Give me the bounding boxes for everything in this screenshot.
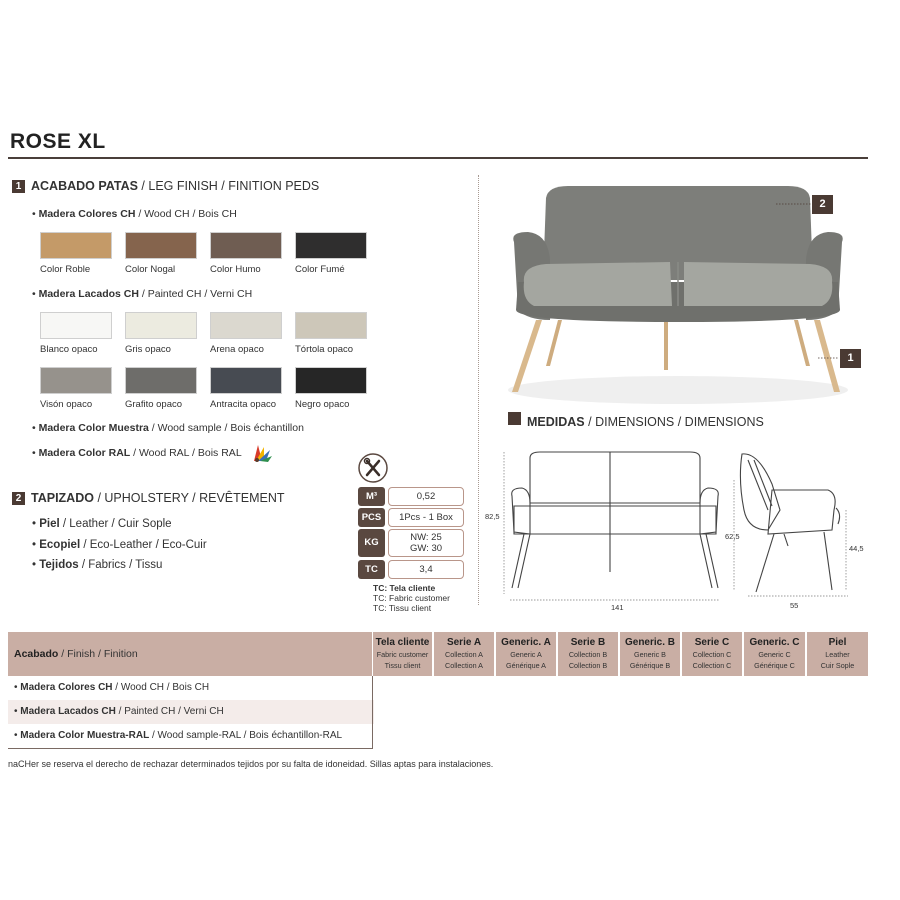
painted-ch-label: • Madera Lacados CH / Painted CH / Verni CH <box>32 288 253 300</box>
upholstery-item-bold: Tejidos <box>39 559 79 571</box>
swatch-color-humo <box>210 232 282 259</box>
upholstery-item-fabrics: • Tejidos / Fabrics / Tissu <box>32 559 163 571</box>
finish-col-sub: Collection A <box>445 650 483 659</box>
wood-ral-label-rest: / Wood RAL / Bois RAL <box>130 447 242 459</box>
finish-col-serie-c <box>681 632 742 676</box>
finish-col-title: Generic. C <box>749 637 800 648</box>
photo-callout-badge: 2 <box>812 195 833 214</box>
painted-ch-label-bold: Madera Lacados CH <box>38 288 139 300</box>
finish-col-title: Serie C <box>694 637 730 648</box>
wood-ch-label-bold: Madera Colores CH <box>38 208 136 220</box>
section-number-2: 2 <box>12 492 25 505</box>
spec-value <box>388 529 464 557</box>
sofa-photo <box>488 170 868 410</box>
spec-key: TC <box>358 560 385 579</box>
finish-col-sub: Collection A <box>445 661 483 670</box>
finish-col-title: Serie B <box>570 637 606 648</box>
finish-row-bold: Madera Color Muestra-RAL <box>20 730 150 741</box>
ral-fan-icon <box>250 441 274 465</box>
swatch-negro-opaco <box>295 367 367 394</box>
finish-col-generic-c <box>743 632 805 676</box>
finish-row: • Madera Colores CH / Wood CH / Bois CH <box>14 682 210 693</box>
swatch-label: Color Nogal <box>125 264 176 275</box>
tc-note-line: TC: Fabric customer <box>373 593 450 603</box>
tc-note-line: TC: Tela cliente <box>373 583 436 593</box>
swatch-tortola-opaco <box>295 312 367 339</box>
finish-row: • Madera Color Muestra-RAL / Wood sample-RAL / Bois échantillon-RAL <box>14 730 343 741</box>
finish-row-bold: Madera Lacados CH <box>20 706 116 717</box>
finish-row-rest: / Wood CH / Bois CH <box>112 682 210 693</box>
swatch-label: Negro opaco <box>295 399 350 410</box>
front-view-drawing <box>500 448 730 608</box>
leg-finish-heading-bold: ACABADO PATAS <box>31 179 138 193</box>
swatch-label: Grafito opaco <box>125 399 183 410</box>
finish-table-bottom-rule <box>8 748 373 749</box>
finish-col-sub: Collection C <box>692 650 732 659</box>
swatch-label: Arena opaco <box>210 344 264 355</box>
finish-col-title: Tela cliente <box>375 637 430 648</box>
dimensions-heading-rest: / DIMENSIONS / DIMENSIONS <box>584 415 764 429</box>
swatch-grafito-opaco <box>125 367 197 394</box>
finish-col-title: Serie A <box>446 637 482 648</box>
tc-note-line: TC: Tissu client <box>373 603 432 613</box>
column-separator <box>478 175 479 605</box>
wood-ral-label: • Madera Color RAL / Wood RAL / Bois RAL <box>32 447 242 459</box>
front-height-label: 82,5 <box>485 512 500 521</box>
swatch-label: Blanco opaco <box>40 344 98 355</box>
finish-row: • Madera Lacados CH / Painted CH / Verni CH <box>8 700 374 724</box>
wood-sample-label-bold: Madera Color Muestra <box>38 422 149 434</box>
finish-col-sub: Leather <box>825 650 850 659</box>
swatch-label: Gris opaco <box>125 344 171 355</box>
upholstery-item-rest: / Fabrics / Tissu <box>78 559 163 571</box>
swatch-blanco-opaco <box>40 312 112 339</box>
finish-row-bold: Madera Colores CH <box>20 682 113 693</box>
finish-col-sub: Collection B <box>568 661 608 670</box>
finish-table-divider <box>372 676 373 748</box>
finish-col-sub: Generic C <box>758 650 791 659</box>
upholstery-item-rest: / Eco-Leather / Eco-Cuir <box>80 539 207 551</box>
finish-col-sub: Generic B <box>634 650 666 659</box>
finish-row-rest: / Painted CH / Verni CH <box>115 706 224 717</box>
swatch-color-nogal <box>125 232 197 259</box>
footnote: naCHer se reserva el derecho de rechazar determinados tejidos por su falta de idoneidad. Sillas aptas para instalaciones. <box>8 759 494 769</box>
spec-weight-gross: GW: 30 <box>409 543 443 554</box>
upholstery-item-bold: Ecopiel <box>39 539 81 551</box>
upholstery-heading-rest: / UPHOLSTERY / REVÊTEMENT <box>93 491 285 505</box>
spec-value: 0,52 <box>388 487 464 506</box>
finish-header-label <box>8 632 372 676</box>
finish-col-serie-b <box>557 632 618 676</box>
finish-col-title: Piel <box>828 637 847 648</box>
finish-col-tela-cliente <box>372 632 432 676</box>
swatch-arena-opaco <box>210 312 282 339</box>
swatch-color-roble <box>40 232 112 259</box>
photo-callout-badge: 1 <box>840 349 861 368</box>
dimensions-heading <box>508 412 764 429</box>
side-view-drawing <box>728 450 858 600</box>
finish-col-sub: Tissu client <box>384 661 421 670</box>
finish-col-title: Generic. B <box>624 637 676 648</box>
tc-note <box>373 583 450 613</box>
finish-table-header <box>8 632 868 676</box>
finish-col-sub: Générique B <box>629 661 671 670</box>
swatch-label: Antracita opaco <box>210 399 277 410</box>
finish-header-bold: Acabado <box>14 648 59 660</box>
upholstery-item-leather: • Piel / Leather / Cuir Sople <box>32 518 172 530</box>
finish-col-title: Generic. A <box>501 637 551 648</box>
tools-icon <box>358 453 388 483</box>
spec-value: 1Pcs - 1 Box <box>388 508 464 527</box>
wood-ral-label-bold: Madera Color RAL <box>38 447 131 459</box>
swatch-label: Tórtola opaco <box>295 344 354 355</box>
wood-sample-label: • Madera Color Muestra / Wood sample / Bois échantillon <box>32 422 304 434</box>
upholstery-heading <box>12 491 285 505</box>
finish-col-generic-a <box>495 632 556 676</box>
painted-ch-label-rest: / Painted CH / Verni CH <box>138 288 253 300</box>
dimensions-heading-bold: MEDIDAS <box>527 415 585 429</box>
finish-col-sub: Générique A <box>506 661 546 670</box>
finish-header-rest: / Finish / Finition <box>58 648 138 660</box>
finish-col-serie-a <box>433 632 494 676</box>
swatch-label: Color Humo <box>210 264 261 275</box>
spec-value: 3,4 <box>388 560 464 579</box>
upholstery-item-rest: / Leather / Cuir Sople <box>59 518 172 530</box>
swatch-vison-opaco <box>40 367 112 394</box>
upholstery-item-ecoleather: • Ecopiel / Eco-Leather / Eco-Cuir <box>32 539 207 551</box>
finish-col-sub: Générique C <box>754 661 795 670</box>
swatch-color-fume <box>295 232 367 259</box>
spec-key: PCS <box>358 508 385 527</box>
title-divider <box>8 157 868 159</box>
finish-col-sub: Generic A <box>510 650 542 659</box>
swatch-label: Visón opaco <box>40 399 93 410</box>
finish-col-sub: Fabric customer <box>376 650 429 659</box>
dimensions-heading-marker <box>508 412 521 425</box>
front-width-label: 141 <box>611 603 624 612</box>
finish-col-generic-b <box>619 632 680 676</box>
swatch-label: Color Fumé <box>295 264 345 275</box>
side-depth-label: 55 <box>790 601 799 610</box>
upholstery-heading-bold: TAPIZADO <box>31 491 94 505</box>
product-title: ROSE XL <box>10 130 106 153</box>
finish-row-rest: / Wood sample-RAL / Bois échantillon-RAL <box>149 730 343 741</box>
finish-col-sub: Cuir Sople <box>820 661 855 670</box>
spec-key: KG <box>358 529 385 557</box>
finish-col-piel <box>806 632 868 676</box>
finish-col-sub: Collection B <box>568 650 608 659</box>
section-number-1: 1 <box>12 180 25 193</box>
spec-weight-net: NW: 25 <box>410 532 442 543</box>
side-height-label: 62,5 <box>725 532 740 541</box>
upholstery-item-bold: Piel <box>39 518 60 530</box>
swatch-label: Color Roble <box>40 264 91 275</box>
spec-key: M³ <box>358 487 385 506</box>
seat-height-label: 44,5 <box>849 544 864 553</box>
leg-finish-heading-rest: / LEG FINISH / FINITION PEDS <box>137 179 320 193</box>
swatch-gris-opaco <box>125 312 197 339</box>
swatch-antracita-opaco <box>210 367 282 394</box>
wood-ch-label-rest: / Wood CH / Bois CH <box>135 208 237 220</box>
wood-sample-label-rest: / Wood sample / Bois échantillon <box>148 422 304 434</box>
finish-col-sub: Collection C <box>692 661 732 670</box>
wood-ch-label: • Madera Colores CH / Wood CH / Bois CH <box>32 208 237 220</box>
leg-finish-heading <box>12 179 319 193</box>
